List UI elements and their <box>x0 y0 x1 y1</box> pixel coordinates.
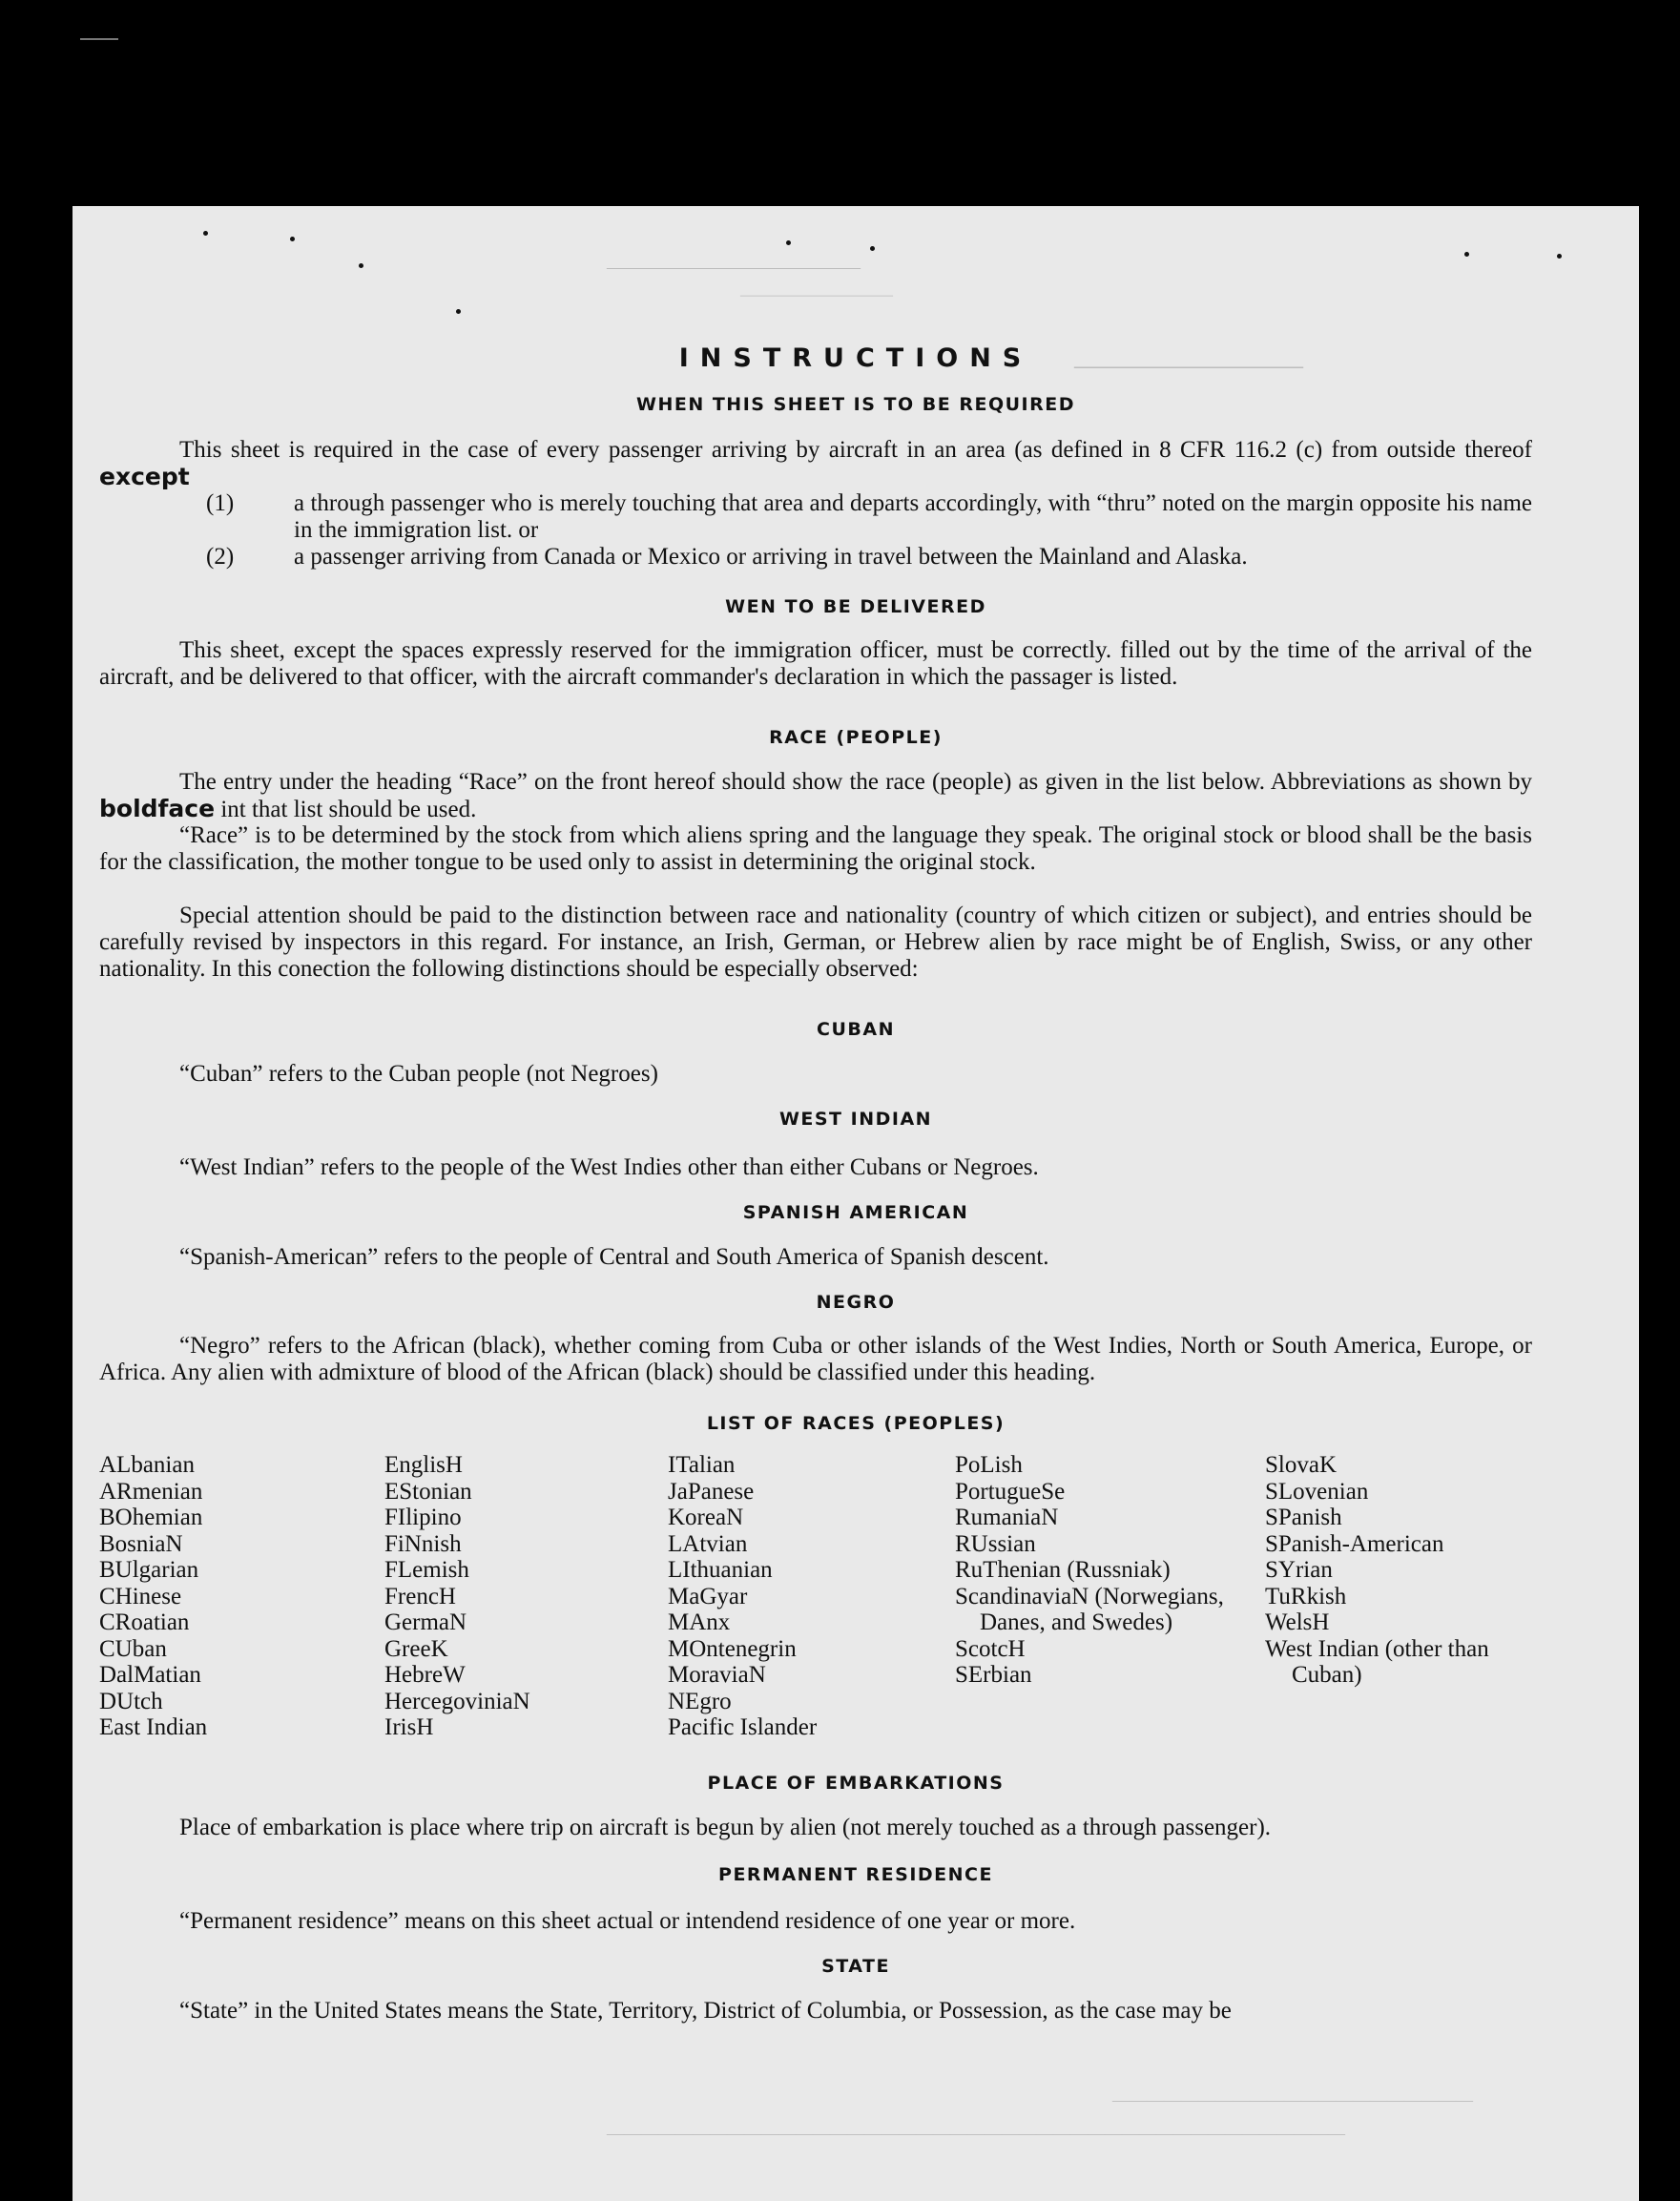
race-list-item: RuThenian (Russniak) <box>955 1557 1171 1583</box>
race-list-column-1 <box>99 1452 366 1741</box>
bleed-through-text: —————————————— <box>607 258 861 278</box>
race-list-item: East Indian <box>99 1714 208 1740</box>
residence-paragraph: “Permanent residence” means on this sheet actual or intendend residence of one year or more. <box>179 1908 1076 1934</box>
race-list-item: EStonian <box>384 1478 472 1505</box>
race-list-item: TuRkish <box>1265 1583 1347 1609</box>
item-text: a through passenger who is merely touching that area and departs accordingly, with “thru” noted on the margin opposite his name in the immigration list. or <box>294 490 1532 543</box>
scan-speck <box>203 231 208 236</box>
race-list-item: SPanish-American <box>1265 1530 1444 1557</box>
bleed-through-text: —————————— <box>740 287 893 303</box>
race-list-item: BUlgarian <box>99 1557 199 1583</box>
race-list-item: RUssian <box>955 1530 1036 1557</box>
race-list-item: West Indian (other than Cuban) <box>1265 1635 1489 1688</box>
race-list-item: ScandinaviaN (Norwegians, Danes, and Swedes) <box>955 1583 1224 1635</box>
race-list-item: CHinese <box>99 1583 182 1609</box>
race-list-item: ALbanian <box>99 1452 195 1478</box>
race-paragraph-1 <box>99 769 1532 823</box>
race-list-item: WelsH <box>1265 1609 1330 1635</box>
race-list-item: MOntenegrin <box>668 1635 797 1662</box>
except-emphasis: except <box>99 463 190 490</box>
scan-speck <box>870 246 875 251</box>
scan-speck <box>786 240 791 245</box>
scan-speck <box>1464 252 1469 257</box>
race-list-column-2 <box>384 1452 661 1741</box>
race-list-item: FrencH <box>384 1583 456 1609</box>
race-list-item: ARmenian <box>99 1478 203 1505</box>
race-list-item: DalMatian <box>99 1662 201 1688</box>
instructions-title: INSTRUCTIONS <box>678 343 1033 373</box>
item-number: (1) <box>206 490 235 516</box>
race-list-item: MoraviaN <box>668 1662 766 1688</box>
section-heading-list-of-races: LIST OF RACES (PEOPLES) <box>706 1413 1006 1434</box>
race-list-item: MAnx <box>668 1609 731 1635</box>
state-paragraph: “State” in the United States means the State, Territory, District of Columbia, or Possession, as the case may be <box>179 1998 1232 2024</box>
race-list-item: ScotcH <box>955 1635 1026 1662</box>
section-heading-cuban: CUBAN <box>817 1019 895 1040</box>
race-list-column-3 <box>668 1452 935 1741</box>
race-list-item: CRoatian <box>99 1609 190 1635</box>
race-list-item: RumaniaN <box>955 1505 1059 1530</box>
item-number: (2) <box>206 544 235 570</box>
race-list-item: JaPanese <box>668 1478 755 1505</box>
race-list-item: EnglisH <box>384 1452 463 1478</box>
west-indian-paragraph: “West Indian” refers to the people of the West Indies other than either Cubans or Negroes. <box>179 1154 1039 1180</box>
race-list-item: CUban <box>99 1635 167 1662</box>
cuban-paragraph: “Cuban” refers to the Cuban people (not Negroes) <box>179 1061 658 1087</box>
section-heading-west-indian: WEST INDIAN <box>778 1109 933 1130</box>
document-page <box>73 206 1639 2201</box>
bleed-through-text: ————————————————————— <box>1112 2090 1473 2109</box>
race-list-item: HercegoviniaN <box>384 1688 530 1714</box>
boldface-emphasis: boldface <box>99 795 216 822</box>
negro-paragraph: “Negro” refers to the African (black), whether coming from Cuba or other islands of the West Indies, North or South America, Europe, or Africa. Any alien with admixture of blood of the African (black) should be classified under this heading. <box>99 1333 1532 1385</box>
section-heading-race: RACE (PEOPLE) <box>769 727 943 748</box>
section-heading-state: STATE <box>821 1956 890 1977</box>
race-list-item: BosniaN <box>99 1530 183 1557</box>
race-list-column-5 <box>1265 1452 1542 1689</box>
exception-item-2 <box>206 544 1532 571</box>
race-list-item: FIlipino <box>384 1505 462 1530</box>
race-list-item: GreeK <box>384 1635 448 1662</box>
section-heading-spanish-american: SPANISH AMERICAN <box>742 1202 969 1223</box>
intro-text: This sheet is required in the case of every passenger arriving by aircraft in an area (as defined in 8 CFR 116.2 (c) from outside thereof <box>179 437 1532 463</box>
section-heading-when-required: WHEN THIS SHEET IS TO BE REQUIRED <box>635 394 1075 415</box>
section-heading-embarkation: PLACE OF EMBARKATIONS <box>707 1773 1005 1794</box>
race-list-item: SErbian <box>955 1662 1032 1688</box>
race-list-item: GermaN <box>384 1609 467 1635</box>
scan-speck <box>359 263 363 268</box>
item-text: a passenger arriving from Canada or Mexico or arriving in travel between the Mainland and Alaska. <box>294 544 1248 570</box>
race-list-item: SPanish <box>1265 1505 1342 1530</box>
section-heading-permanent-residence: PERMANENT RESIDENCE <box>718 1864 993 1885</box>
scan-mark <box>80 38 118 40</box>
section-heading-negro: NEGRO <box>816 1292 896 1313</box>
race-list-item: HebreW <box>384 1662 466 1688</box>
race-list-item: KoreaN <box>668 1505 744 1530</box>
race-list-item: NEgro <box>668 1688 732 1714</box>
scan-speck <box>1557 254 1562 259</box>
race-list-item: ITalian <box>668 1452 736 1478</box>
race-list-item: LIthuanian <box>668 1557 773 1583</box>
race-list-item: PortugueSe <box>955 1478 1066 1505</box>
race-list-item: IrisH <box>384 1714 434 1740</box>
race-list-item: FLemish <box>384 1557 469 1583</box>
race-list-item: PoLish <box>955 1452 1023 1478</box>
race-list-item: Pacific Islander <box>668 1714 818 1740</box>
bleed-through-text: ———————— <box>1074 349 1303 381</box>
embarkation-paragraph: Place of embarkation is place where trip on aircraft is begun by alien (not merely touched as a through passenger). <box>179 1815 1272 1840</box>
race-list-item: LAtvian <box>668 1530 748 1557</box>
race-list-item: FiNnish <box>384 1530 462 1557</box>
race-list-item: SlovaK <box>1265 1452 1337 1478</box>
race-list-item: SLovenian <box>1265 1478 1369 1505</box>
scan-speck <box>290 237 295 241</box>
intro-paragraph <box>99 437 1532 491</box>
race-paragraph-3: Special attention should be paid to the distinction between race and nationality (country of which citizen or subject), and entries should be carefully revised by inspectors in this regard. For instance, an Irish, German, or Hebrew alien by race might be of English, Swiss, or any other nationality. In this conection the following distinctions should be especially observed: <box>99 903 1532 982</box>
delivered-paragraph: This sheet, except the spaces expressly reserved for the immigration officer, must be correctly. filled out by the time of the arrival of the aircraft, and be delivered to that officer, with the aircraft commander's declaration in which the passager is listed. <box>99 637 1532 690</box>
bleed-through-text: ——————————————————————————————————————————— <box>607 2124 1345 2143</box>
race-list-item: BOhemian <box>99 1505 203 1530</box>
race-list-item: SYrian <box>1265 1557 1333 1583</box>
race-list-item: MaGyar <box>668 1583 748 1609</box>
race-text: The entry under the heading “Race” on the front hereof should show the race (people) as given in the list below. Abbreviations as shown by <box>179 769 1532 795</box>
scan-speck <box>456 309 461 314</box>
race-list-item: DUtch <box>99 1688 163 1714</box>
spanish-american-paragraph: “Spanish-American” refers to the people of Central and South America of Spanish descent. <box>179 1244 1049 1270</box>
section-heading-delivered: WEN TO BE DELIVERED <box>725 596 986 617</box>
race-list-column-4 <box>955 1452 1241 1689</box>
race-paragraph-2: “Race” is to be determined by the stock from which aliens spring and the language they speak. The original stock or blood shall be the basis for the classification, the mother tongue to be used only to assist in determining the original stock. <box>99 822 1532 875</box>
race-text: int that list should be used. <box>220 797 477 822</box>
exception-item-1 <box>206 490 1532 544</box>
